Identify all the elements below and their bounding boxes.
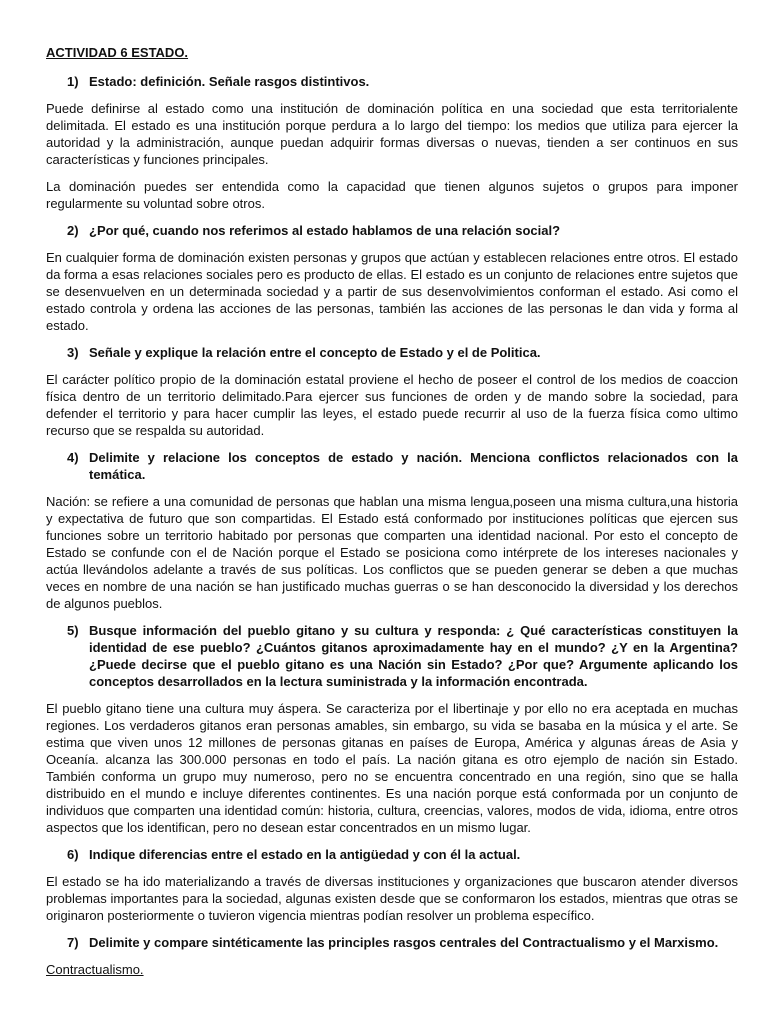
question-6 bbox=[46, 846, 738, 863]
question-2 bbox=[46, 222, 738, 239]
question-number: 3) bbox=[67, 345, 79, 360]
question-1 bbox=[46, 73, 738, 90]
document-title: ACTIVIDAD 6 ESTADO. bbox=[46, 45, 189, 60]
question-number: 1) bbox=[67, 74, 79, 89]
question-text: Busque información del pueblo gitano y su cultura y responda: ¿ Qué características constituyen la identidad de ese pueblo? ¿Cuántos gitanos aproximadamente hay en el mundo? ¿Y en la Argentina? ¿Puede decirse que el pueblo gitano es una Nación sin Estado? ¿Por que? Argumente aplicando los conceptos desarrollados en la lectura suministrada y la información encontrada. bbox=[89, 623, 738, 689]
question-7 bbox=[46, 934, 738, 951]
answer-paragraph: Nación: se refiere a una comunidad de personas que hablan una misma lengua,poseen una misma cultura,una historia y expectativa de futuro que son compartidas. El Estado está conformado por instituciones políticas que ejercen sus funciones sobre un territorio habitado por personas que comparten una identidad nacional. Por esto el concepto de Estado se confunde con el de Nación porque el Estado se posiciona como intérprete de los intereses nacionales y actúa llevándolos adelante a través de sus políticas. Los conflictos que se pueden generar se deben a que muchas veces en nombre de una nación se han justificado muchas guerras o se han desconocido la diversidad y los derechos de algunos pueblos. bbox=[46, 494, 738, 611]
answer-paragraph: Puede definirse al estado como una institución de dominación política en una sociedad que esta territorialente delimitada. El estado es una institución porque perdura a lo largo del tiempo: los medios que utiliza para ejercer la autoridad y la administración, aunque puedan adquirir formas diversas o nuevas, tienden a ser continuos en sus características y funciones principales. bbox=[46, 101, 738, 167]
answer-paragraph: En cualquier forma de dominación existen personas y grupos que actúan y establecen relaciones entre otros. El estado da forma a esas relaciones sociales pero es producto de ellas. El estado es un conjunto de relaciones entre sujetos que se desenvuelven en un determinada sociedad y a partir de sus desenvolvimientos conforman el estado. Asi como el estado controla y ordena las acciones de las personas, también las acciones de las personas le dan vida y forma al estado. bbox=[46, 250, 738, 333]
question-number: 7) bbox=[67, 935, 79, 950]
answer-paragraph: La dominación puedes ser entendida como la capacidad que tienen algunos sujetos o grupos para imponer regularmente su voluntad sobre otros. bbox=[46, 179, 738, 211]
question-text: ¿Por qué, cuando nos referimos al estado hablamos de una relación social? bbox=[89, 223, 561, 238]
section-subheading: Contractualismo. bbox=[46, 962, 144, 977]
question-3 bbox=[46, 344, 738, 361]
question-text: Señale y explique la relación entre el concepto de Estado y el de Politica. bbox=[89, 345, 541, 360]
question-number: 5) bbox=[67, 623, 79, 638]
question-4 bbox=[46, 449, 738, 483]
question-number: 6) bbox=[67, 847, 79, 862]
question-text: Estado: definición. Señale rasgos distintivos. bbox=[89, 74, 370, 89]
answer-paragraph: El estado se ha ido materializando a través de diversas instituciones y organizaciones que buscaron atender diversos problemas importantes para la sociedad, algunas existen desde que se conformaron los estados, mientras que otras se originaron posteriormente o tuvieron vigencia mientras podían resolver un problema específico. bbox=[46, 874, 738, 923]
question-text: Delimite y compare sintéticamente las principles rasgos centrales del Contractualismo y el Marxismo. bbox=[89, 935, 719, 950]
question-text: Delimite y relacione los conceptos de estado y nación. Menciona conflictos relacionados con la temática. bbox=[89, 450, 738, 482]
question-5 bbox=[46, 622, 738, 690]
answer-paragraph: El pueblo gitano tiene una cultura muy áspera. Se caracteriza por el libertinaje y por ello no era aceptada en muchas regiones. Los verdaderos gitanos eran personas amables, sin embargo, su vida se basaba en la música y el arte. Se estima que viven unos 12 millones de personas gitanas en países de Europa, América y algunas áreas de Asia y Oceanía. alcanza las 300.000 personas en todo el país. La nación gitana es otro ejemplo de nación sin Estado. También conforma un grupo muy numeroso, pero no se encuentra concentrado en una región, sino que se halla distribuido en el mundo e incluye diferentes continentes. Es una nación porque está conformada por un conjunto de individuos que comparten una identidad común: historia, cultura, creencias, valores, modos de vida, idioma, entre otros aspectos que los identifican, pero no desean estar concentrados en un mismo lugar. bbox=[46, 701, 738, 835]
question-number: 2) bbox=[67, 223, 79, 238]
question-text: Indique diferencias entre el estado en la antigüedad y con él la actual. bbox=[89, 847, 521, 862]
answer-paragraph: El carácter político propio de la dominación estatal proviene el hecho de poseer el control de los medios de coaccion física dentro de un territorio delimitado.Para ejercer sus funciones de orden y de mando sobre la sociedad, para defender el territorio y para hacer cumplir las leyes, el estado puede recurrir al uso de la fuerza física como ultimo recurso que se respalda su autoridad. bbox=[46, 372, 738, 438]
question-number: 4) bbox=[67, 450, 79, 465]
